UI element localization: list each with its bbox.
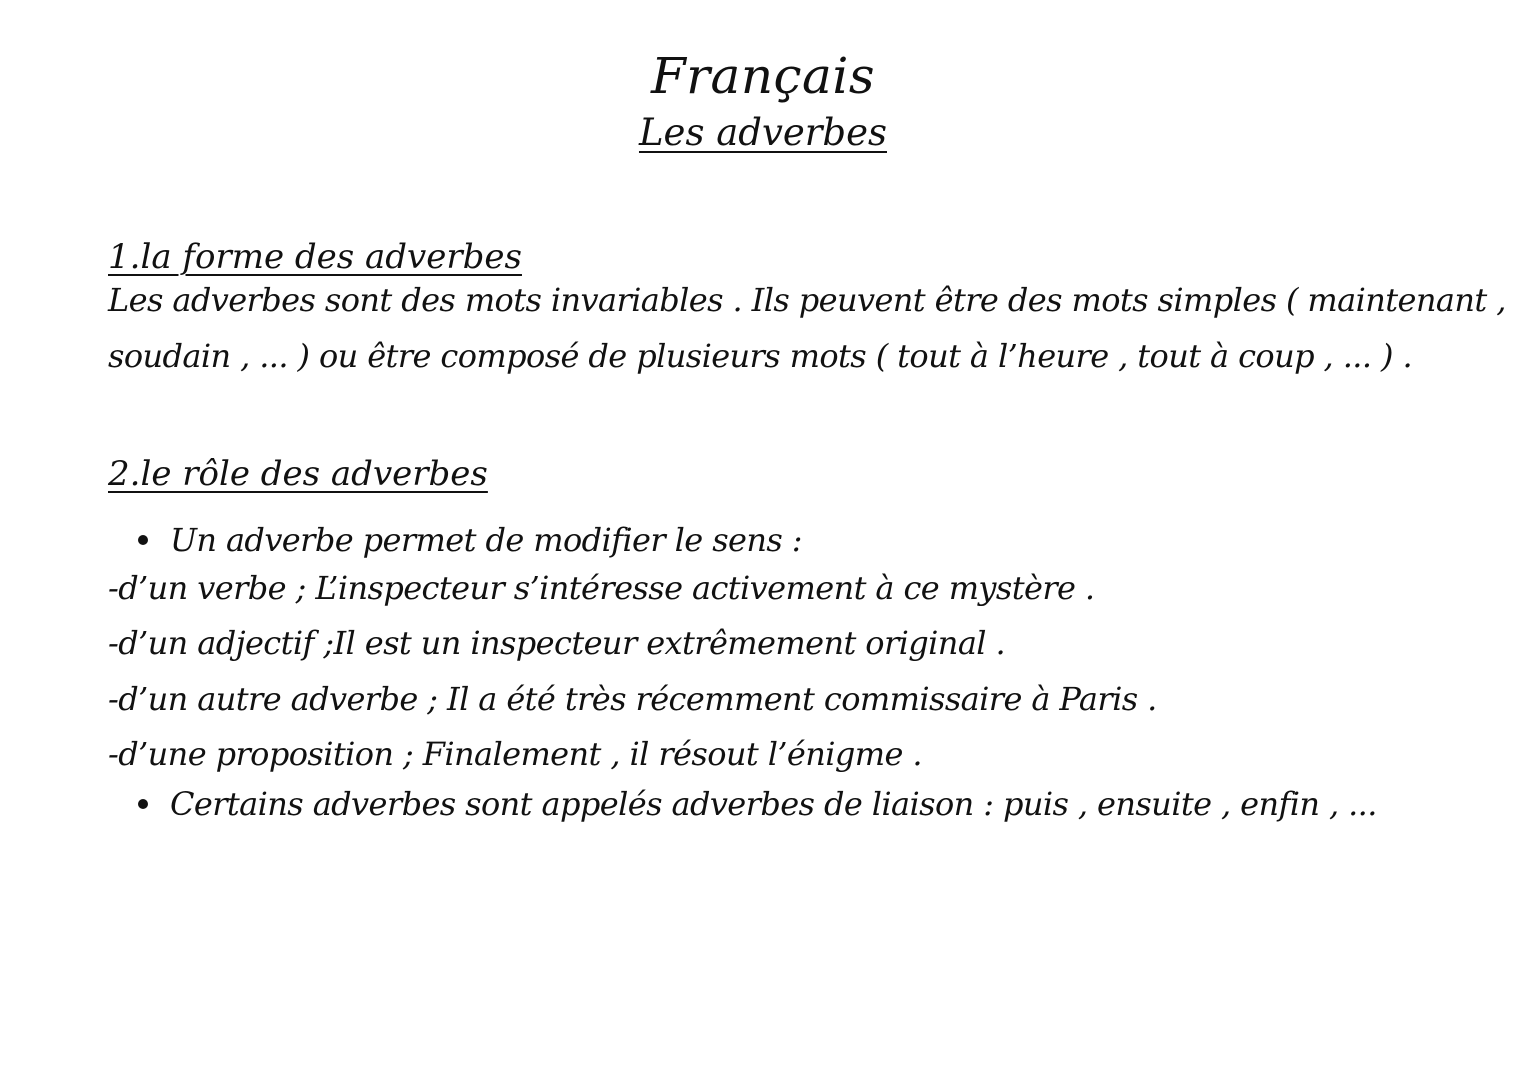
- bullet-item-1-text: Un adverbe permet de modifier le sens :: [170, 521, 802, 559]
- page-title: Français: [650, 47, 876, 105]
- page-subtitle: [0, 110, 1526, 156]
- example-verb: -d’un verbe ; L’inspecteur s’intéresse activement à ce mystère .: [108, 569, 1095, 607]
- section2-heading: 2.le rôle des adverbes: [108, 454, 488, 494]
- section1-line-1: Les adverbes sont des mots invariables . Ils peuvent être des mots simples ( maintenant ,: [108, 281, 1506, 319]
- subtitle-text: Les adverbes: [638, 111, 887, 154]
- section1-heading: 1.la forme des adverbes: [108, 237, 522, 277]
- bullet-icon: [138, 535, 148, 545]
- bullet-icon: [138, 799, 148, 809]
- example-proposition: -d’une proposition ; Finalement , il résout l’énigme .: [108, 735, 923, 773]
- bullet-item-2-text: Certains adverbes sont appelés adverbes de liaison : puis , ensuite , enfin , ...: [170, 785, 1377, 823]
- example-adverb: -d’un autre adverbe ; Il a été très récemment commissaire à Paris .: [108, 680, 1157, 718]
- section1-line-2: soudain , ... ) ou être composé de plusieurs mots ( tout à l’heure , tout à coup , ... ) .: [108, 337, 1413, 375]
- example-adjective: -d’un adjectif ;Il est un inspecteur extrêmement original .: [108, 624, 1006, 662]
- bullet-item-1: [138, 520, 802, 560]
- bullet-item-2: [138, 784, 1377, 824]
